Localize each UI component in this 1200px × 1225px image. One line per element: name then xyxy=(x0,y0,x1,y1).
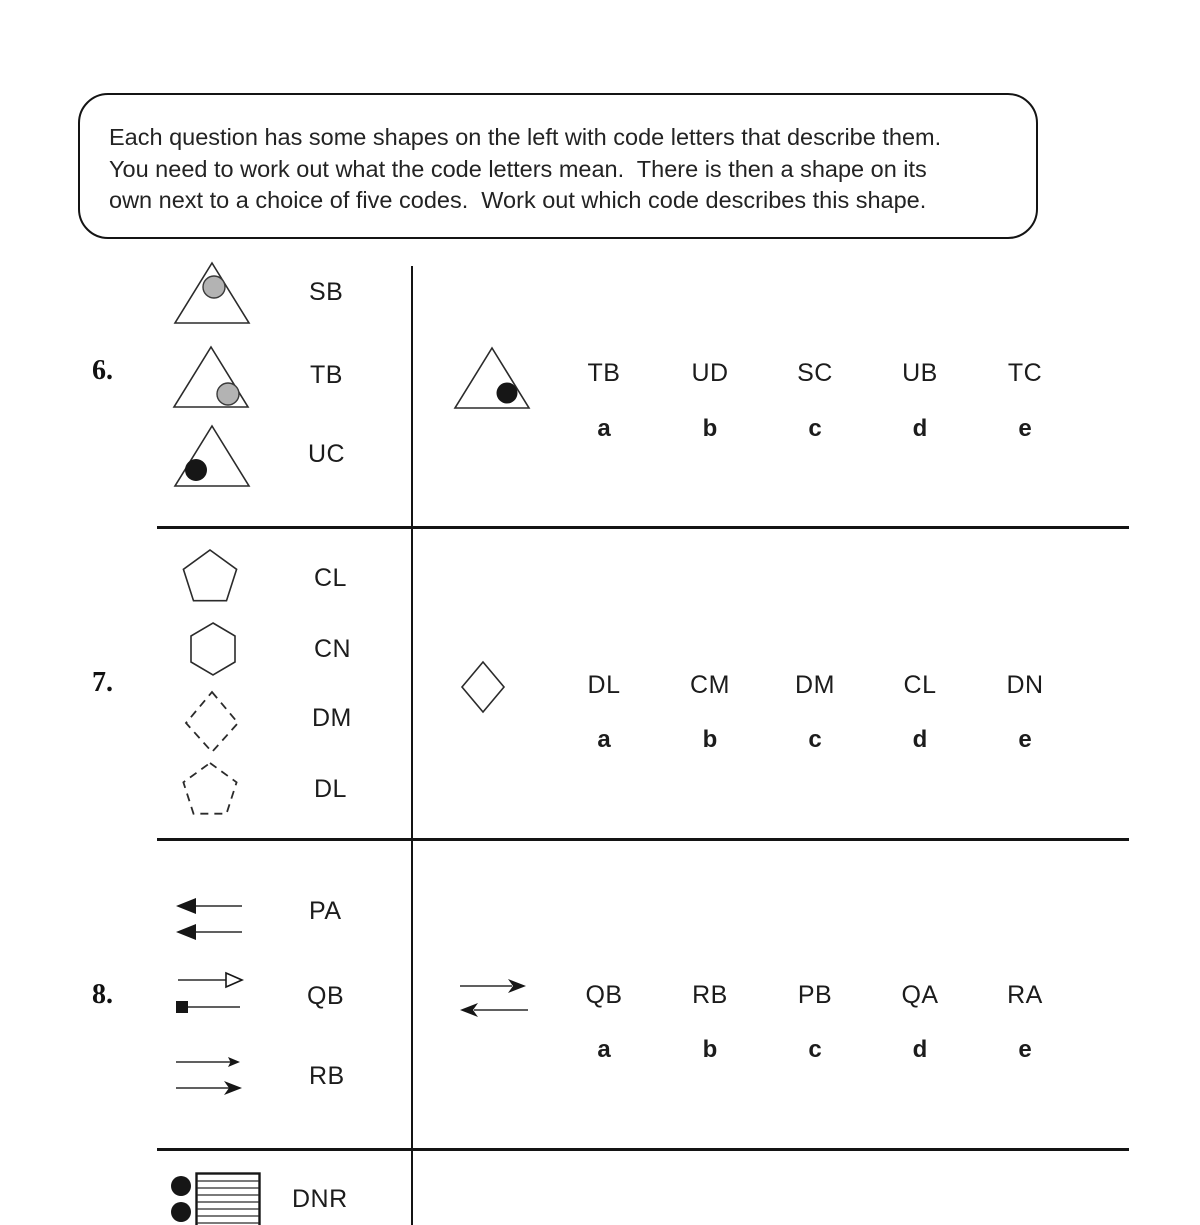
dashed-diamond-icon xyxy=(184,690,240,754)
example-code: PA xyxy=(309,897,342,925)
option-code: TB xyxy=(587,359,621,387)
option-code: QA xyxy=(901,981,939,1009)
option-code: UB xyxy=(902,359,938,387)
option-letter: c xyxy=(808,726,822,753)
option-letter: a xyxy=(597,415,611,442)
triangle-gray-dot-bottom-right-icon xyxy=(171,343,251,411)
column-divider xyxy=(411,266,413,1225)
question-shape-opposing-arrows-icon xyxy=(452,972,532,1020)
option-letter: c xyxy=(808,1036,822,1063)
option-letter: a xyxy=(597,1036,611,1063)
instruction-box xyxy=(78,93,1038,239)
dashed-pentagon-icon xyxy=(181,761,241,819)
instruction-line: You need to work out what the code letters mean. There is then a shape on its xyxy=(109,155,927,182)
two-right-arrows-icon xyxy=(172,1048,246,1102)
option-code: DM xyxy=(795,671,835,699)
triangle-black-dot-bottom-left-icon xyxy=(172,422,252,490)
option-code: RB xyxy=(692,981,728,1009)
example-code: UC xyxy=(308,440,346,468)
question-shape-solid-diamond-icon xyxy=(460,660,506,714)
right-arrow-open-head-and-square-tail-icon xyxy=(172,966,246,1020)
option-code: SC xyxy=(797,359,833,387)
example-code: RB xyxy=(309,1062,345,1090)
instruction-line: Each question has some shapes on the left with code letters that describe them. xyxy=(109,124,942,150)
option-letter: d xyxy=(912,726,928,753)
row-divider xyxy=(157,526,1129,529)
option-code: TC xyxy=(1007,359,1043,387)
option-letter: d xyxy=(912,1036,928,1063)
question-number: 8. xyxy=(92,979,113,1010)
example-code: CN xyxy=(314,635,352,663)
option-code: CL xyxy=(903,671,937,699)
option-code: PB xyxy=(797,981,833,1009)
option-letter: e xyxy=(1018,726,1032,753)
row-divider xyxy=(157,838,1129,841)
example-code: CL xyxy=(314,564,347,592)
example-code: DM xyxy=(312,704,352,732)
option-letter: b xyxy=(702,726,718,753)
two-black-dots-icon xyxy=(167,1170,197,1225)
option-code: DN xyxy=(1006,671,1044,699)
option-letter: e xyxy=(1018,415,1032,442)
example-code: DNR xyxy=(292,1185,348,1213)
question-number: 6. xyxy=(92,355,113,386)
question-shape-triangle-black-dot-icon xyxy=(452,344,532,412)
example-code: TB xyxy=(310,361,343,389)
option-letter: b xyxy=(702,415,718,442)
option-letter: b xyxy=(702,1036,718,1063)
example-code: QB xyxy=(307,982,345,1010)
solid-hexagon-icon xyxy=(189,621,237,677)
solid-pentagon-icon xyxy=(181,548,241,606)
example-code: DL xyxy=(314,775,347,803)
triangle-gray-dot-top-icon xyxy=(172,259,252,327)
example-code: SB xyxy=(309,278,344,306)
option-letter: a xyxy=(597,726,611,753)
option-code: RA xyxy=(1007,981,1043,1009)
option-letter: e xyxy=(1018,1036,1032,1063)
lined-square-icon xyxy=(194,1171,264,1225)
option-letter: d xyxy=(912,415,928,442)
option-code: UD xyxy=(691,359,729,387)
option-letter: c xyxy=(808,415,822,442)
option-code: DL xyxy=(587,671,621,699)
question-number: 7. xyxy=(92,667,113,698)
row-divider xyxy=(157,1148,1129,1151)
instruction-line: own next to a choice of five codes. Work out which code describes this shape. xyxy=(109,187,927,213)
option-code: QB xyxy=(585,981,623,1009)
instruction-text xyxy=(109,122,941,217)
two-left-arrows-icon xyxy=(172,893,246,943)
option-code: CM xyxy=(690,671,730,699)
